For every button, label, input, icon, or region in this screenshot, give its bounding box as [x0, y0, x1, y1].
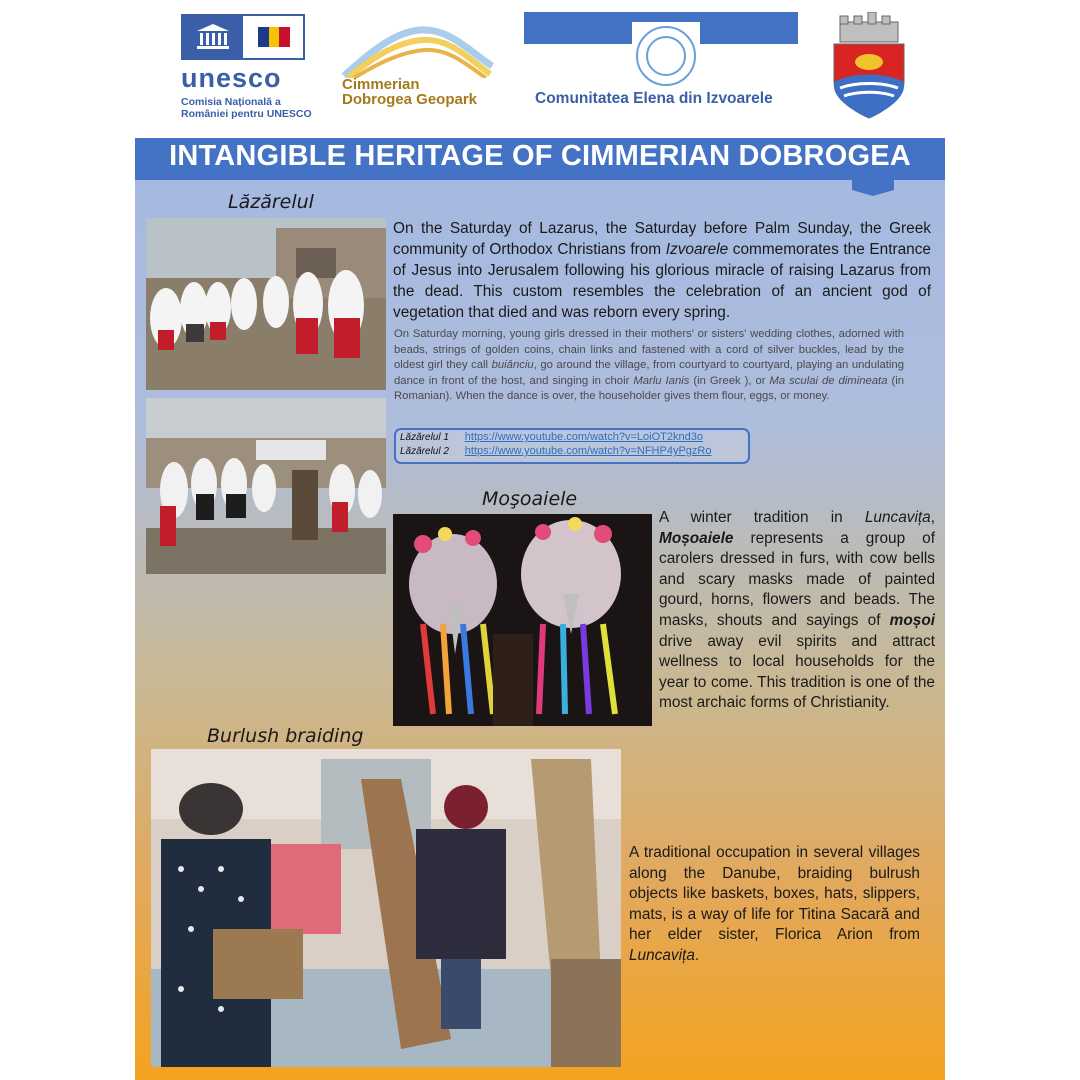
video-link-row: Lăzărelul 2 https://www.youtube.com/watch?v=NFHP4yPgzRo — [400, 445, 712, 457]
lazarelul-heading: Lăzărelul — [228, 191, 314, 213]
burlush-heading: Burlush braiding — [207, 725, 364, 747]
lazarelul-photo-1 — [146, 218, 386, 390]
lazarelul-photo-2 — [146, 398, 386, 574]
title-tab-icon — [852, 180, 894, 196]
mosoaiele-photo — [393, 514, 652, 726]
romania-flag-icon — [258, 27, 290, 47]
unesco-wordmark: unesco — [181, 63, 282, 93]
video-links-box — [394, 428, 750, 464]
burlush-text: A traditional occupation in several villages along the Danube, braiding bulrush objects like baskets, boxes, hats, slippers, mats, is a way of life for Titina Sacară and her elder sister, Florica Arion from Luncavița. — [629, 844, 920, 964]
mosoaiele-heading: Moşoaiele — [482, 488, 578, 510]
video-link-1[interactable]: https://www.youtube.com/watch?v=LoiOT2knd3o — [464, 431, 703, 443]
coat-of-arms-icon — [832, 12, 906, 120]
lazarelul-detail-text: On Saturday morning, young girls dressed in their mothers' or sisters' wedding clothes, adorned with beads, strings of golden coins, chain links and fastened with a cord of silver buckles, lead by the oldest girl they call buiânciu, go around the village, from courtyard to courtyard, playing an undulating dance in front of the host, and singing in choir Marlu Ianis (in Greek ), or Ma sculai de dimineata (in Romanian). When the dance is over, the householder gives them flour, eggs, or money. — [394, 328, 904, 403]
page-title: INTANGIBLE HERITAGE OF CIMMERIAN DOBROGEA — [169, 140, 911, 172]
geopark-logo-text: Cimmerian Dobrogea Geopark — [342, 76, 478, 108]
geopark-arcs-icon — [340, 22, 496, 78]
unesco-commission-text: Comisia Națională a României pentru UNESCO — [181, 96, 312, 120]
community-name: Comunitatea Elena din Izvoarele — [535, 90, 773, 107]
video-link-row: Lăzărelul 1 https://www.youtube.com/watch?v=LoiOT2knd3o — [400, 431, 703, 443]
lazarelul-main-text: On the Saturday of Lazarus, the Saturday before Palm Sunday, the Greek community of Orthodox Christians from Izvoarele commemorates the Entrance of Jesus into Jerusalem following his glorious miracle of raising Lazarus from the dead. This custom resembles the celebration of an ancient god of vegetation that died and was reborn every spring. — [393, 220, 931, 321]
video-link-2[interactable]: https://www.youtube.com/watch?v=NFHP4yPgzRo — [464, 445, 712, 457]
unesco-temple-icon — [183, 16, 243, 58]
burlush-photo — [151, 749, 621, 1067]
mosoaiele-text: A winter tradition in Luncavița, Moșoaiele represents a group of carolers dressed in furs, with cow bells and scary masks made of painted gourd, horns, flowers and beads. The masks, shouts and sayings of moșoi drive away evil spirits and attract wellness to local households for the year to come. This tradition is one of the most archaic forms of Christianity. — [659, 509, 935, 712]
unesco-logo — [181, 14, 305, 60]
community-seal-icon — [632, 22, 700, 88]
